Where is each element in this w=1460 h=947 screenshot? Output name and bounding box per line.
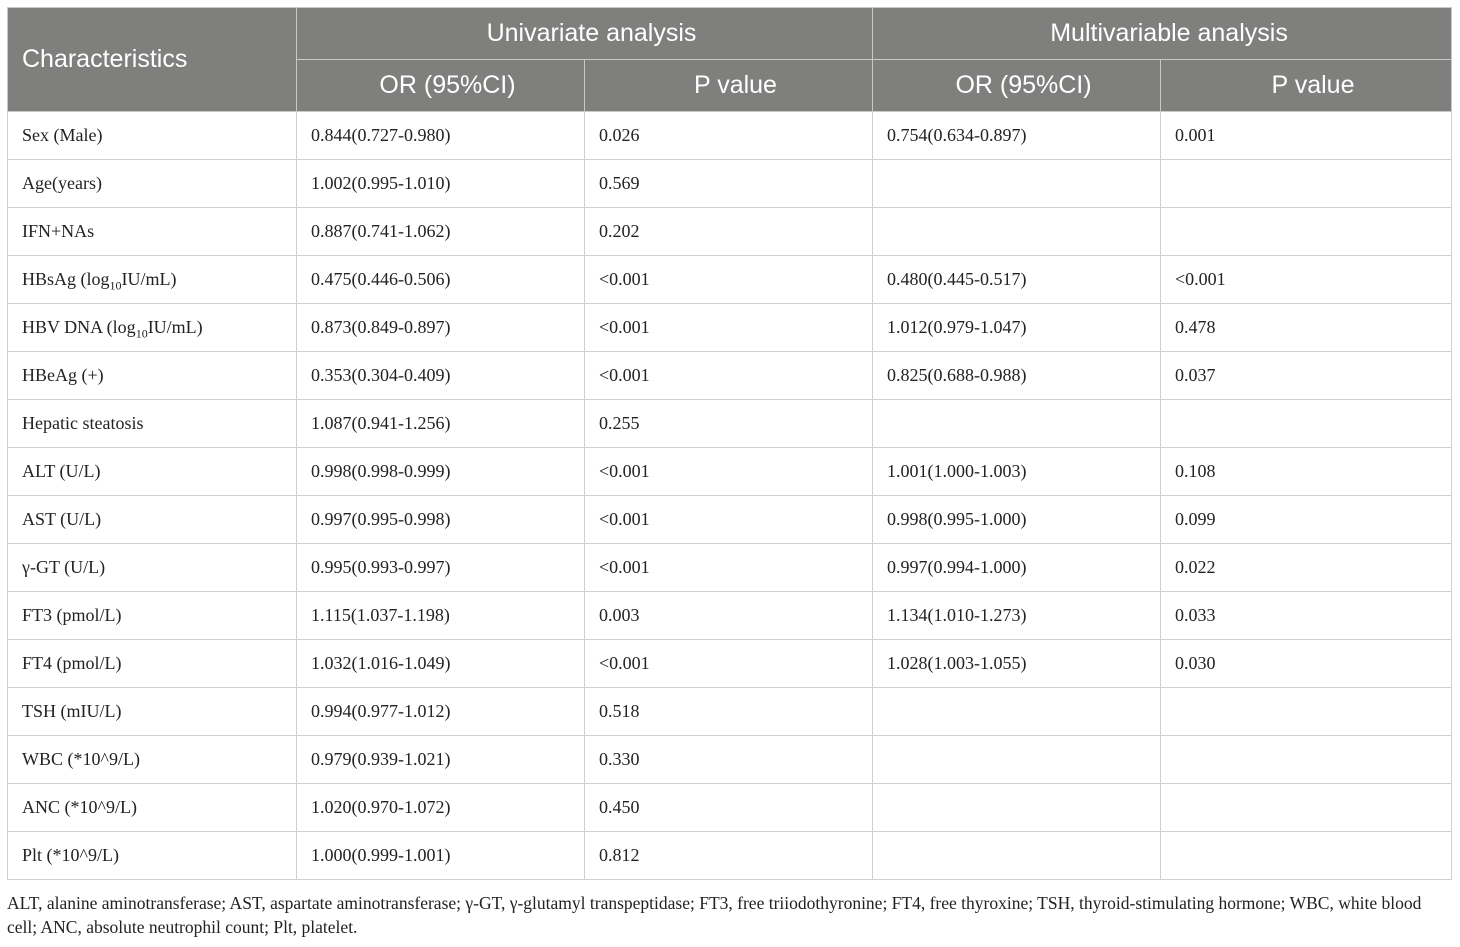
table-row — [8, 208, 1452, 256]
cell-univariate-p: 0.026 — [585, 112, 873, 160]
cell-multivariable-or — [873, 736, 1161, 784]
cell-multivariable-or: 0.480(0.445-0.517) — [873, 256, 1161, 304]
cell-univariate-or: 0.844(0.727-0.980) — [297, 112, 585, 160]
cell-multivariable-p — [1161, 688, 1452, 736]
cell-multivariable-or: 1.001(1.000-1.003) — [873, 448, 1161, 496]
table-row — [8, 400, 1452, 448]
cell-characteristic: AST (U/L) — [8, 496, 297, 544]
header-multivariable: Multivariable analysis — [873, 8, 1452, 60]
cell-univariate-or: 0.995(0.993-0.997) — [297, 544, 585, 592]
table-body — [8, 112, 1452, 880]
cell-multivariable-or — [873, 400, 1161, 448]
table-row — [8, 160, 1452, 208]
table-header — [8, 8, 1452, 112]
cell-multivariable-p — [1161, 400, 1452, 448]
results-table — [7, 7, 1452, 880]
cell-multivariable-p: 0.033 — [1161, 592, 1452, 640]
cell-multivariable-p: 0.099 — [1161, 496, 1452, 544]
table-row — [8, 640, 1452, 688]
table-row — [8, 496, 1452, 544]
cell-multivariable-p — [1161, 736, 1452, 784]
cell-univariate-p: <0.001 — [585, 496, 873, 544]
cell-univariate-or: 0.873(0.849-0.897) — [297, 304, 585, 352]
cell-univariate-p: 0.003 — [585, 592, 873, 640]
cell-multivariable-or: 1.028(1.003-1.055) — [873, 640, 1161, 688]
cell-univariate-or: 0.353(0.304-0.409) — [297, 352, 585, 400]
cell-univariate-or: 1.115(1.037-1.198) — [297, 592, 585, 640]
table-row — [8, 736, 1452, 784]
cell-multivariable-or: 0.997(0.994-1.000) — [873, 544, 1161, 592]
table-row — [8, 784, 1452, 832]
cell-univariate-or: 1.020(0.970-1.072) — [297, 784, 585, 832]
header-univariate-p: P value — [585, 60, 873, 112]
cell-characteristic: HBsAg $(\log_{10}IU/mL)$ — [8, 256, 297, 304]
cell-characteristic: Plt (*10^9/L) — [8, 832, 297, 880]
table-row — [8, 688, 1452, 736]
cell-univariate-or: 1.087(0.941-1.256) — [297, 400, 585, 448]
cell-univariate-p: 0.255 — [585, 400, 873, 448]
cell-multivariable-or — [873, 784, 1161, 832]
cell-univariate-p: <0.001 — [585, 304, 873, 352]
cell-univariate-p: 0.330 — [585, 736, 873, 784]
table-row — [8, 256, 1452, 304]
cell-multivariable-p: 0.037 — [1161, 352, 1452, 400]
cell-multivariable-or: 0.754(0.634-0.897) — [873, 112, 1161, 160]
cell-characteristic: WBC (*10^9/L) — [8, 736, 297, 784]
cell-multivariable-or — [873, 160, 1161, 208]
cell-univariate-p: 0.450 — [585, 784, 873, 832]
cell-characteristic: IFN+NAs — [8, 208, 297, 256]
cell-univariate-p: 0.202 — [585, 208, 873, 256]
header-multivariable-or: OR (95%CI) — [873, 60, 1161, 112]
cell-characteristic: FT4 (pmol/L) — [8, 640, 297, 688]
cell-characteristic: Hepatic steatosis — [8, 400, 297, 448]
cell-characteristic: HBeAg (+) — [8, 352, 297, 400]
header-multivariable-p: P value — [1161, 60, 1452, 112]
cell-multivariable-or — [873, 208, 1161, 256]
table-row — [8, 448, 1452, 496]
table-row — [8, 304, 1452, 352]
header-characteristics: Characteristics — [8, 8, 297, 112]
cell-univariate-or: 0.997(0.995-0.998) — [297, 496, 585, 544]
cell-univariate-or: 0.887(0.741-1.062) — [297, 208, 585, 256]
cell-multivariable-or: 0.825(0.688-0.988) — [873, 352, 1161, 400]
cell-univariate-or: 0.998(0.998-0.999) — [297, 448, 585, 496]
cell-multivariable-p: 0.108 — [1161, 448, 1452, 496]
cell-multivariable-or: 1.012(0.979-1.047) — [873, 304, 1161, 352]
cell-characteristic: Age(years) — [8, 160, 297, 208]
cell-multivariable-p — [1161, 832, 1452, 880]
cell-characteristic: Sex (Male) — [8, 112, 297, 160]
cell-univariate-p: <0.001 — [585, 352, 873, 400]
cell-multivariable-or — [873, 832, 1161, 880]
cell-univariate-or: 0.475(0.446-0.506) — [297, 256, 585, 304]
cell-multivariable-p: 0.478 — [1161, 304, 1452, 352]
cell-univariate-p: 0.569 — [585, 160, 873, 208]
cell-multivariable-p — [1161, 160, 1452, 208]
cell-characteristic: FT3 (pmol/L) — [8, 592, 297, 640]
cell-characteristic: ANC (*10^9/L) — [8, 784, 297, 832]
cell-univariate-or: 1.002(0.995-1.010) — [297, 160, 585, 208]
cell-multivariable-p — [1161, 784, 1452, 832]
cell-univariate-p: <0.001 — [585, 640, 873, 688]
cell-univariate-or: 1.032(1.016-1.049) — [297, 640, 585, 688]
table-row — [8, 352, 1452, 400]
cell-univariate-p: 0.812 — [585, 832, 873, 880]
cell-characteristic: γ-GT (U/L) — [8, 544, 297, 592]
table-footnote: ALT, alanine aminotransferase; AST, aspartate aminotransferase; γ-GT, γ-glutamyl transpeptidase; FT3, free triiodothyronine; FT4, free thyroxine; TSH, thyroid-stimulating hormone; WBC, white blood cell; ANC, absolute neutrophil count; Plt, platelet. — [7, 893, 1422, 937]
header-univariate-or: OR (95%CI) — [297, 60, 585, 112]
cell-characteristic: HBV DNA $(\log_{10}IU/mL)$ — [8, 304, 297, 352]
cell-multivariable-p — [1161, 208, 1452, 256]
cell-multivariable-or: 1.134(1.010-1.273) — [873, 592, 1161, 640]
cell-univariate-or: 0.979(0.939-1.021) — [297, 736, 585, 784]
header-univariate: Univariate analysis — [297, 8, 873, 60]
cell-multivariable-p: 0.030 — [1161, 640, 1452, 688]
table-row — [8, 544, 1452, 592]
cell-univariate-or: 0.994(0.977-1.012) — [297, 688, 585, 736]
cell-multivariable-p: 0.001 — [1161, 112, 1452, 160]
table-row — [8, 832, 1452, 880]
cell-univariate-p: <0.001 — [585, 544, 873, 592]
table-row — [8, 592, 1452, 640]
cell-univariate-p: <0.001 — [585, 256, 873, 304]
cell-characteristic: TSH (mIU/L) — [8, 688, 297, 736]
cell-multivariable-p: 0.022 — [1161, 544, 1452, 592]
cell-multivariable-p: <0.001 — [1161, 256, 1452, 304]
cell-multivariable-or: 0.998(0.995-1.000) — [873, 496, 1161, 544]
cell-characteristic: ALT (U/L) — [8, 448, 297, 496]
cell-univariate-p: <0.001 — [585, 448, 873, 496]
table-row — [8, 112, 1452, 160]
cell-univariate-p: 0.518 — [585, 688, 873, 736]
cell-multivariable-or — [873, 688, 1161, 736]
cell-univariate-or: 1.000(0.999-1.001) — [297, 832, 585, 880]
